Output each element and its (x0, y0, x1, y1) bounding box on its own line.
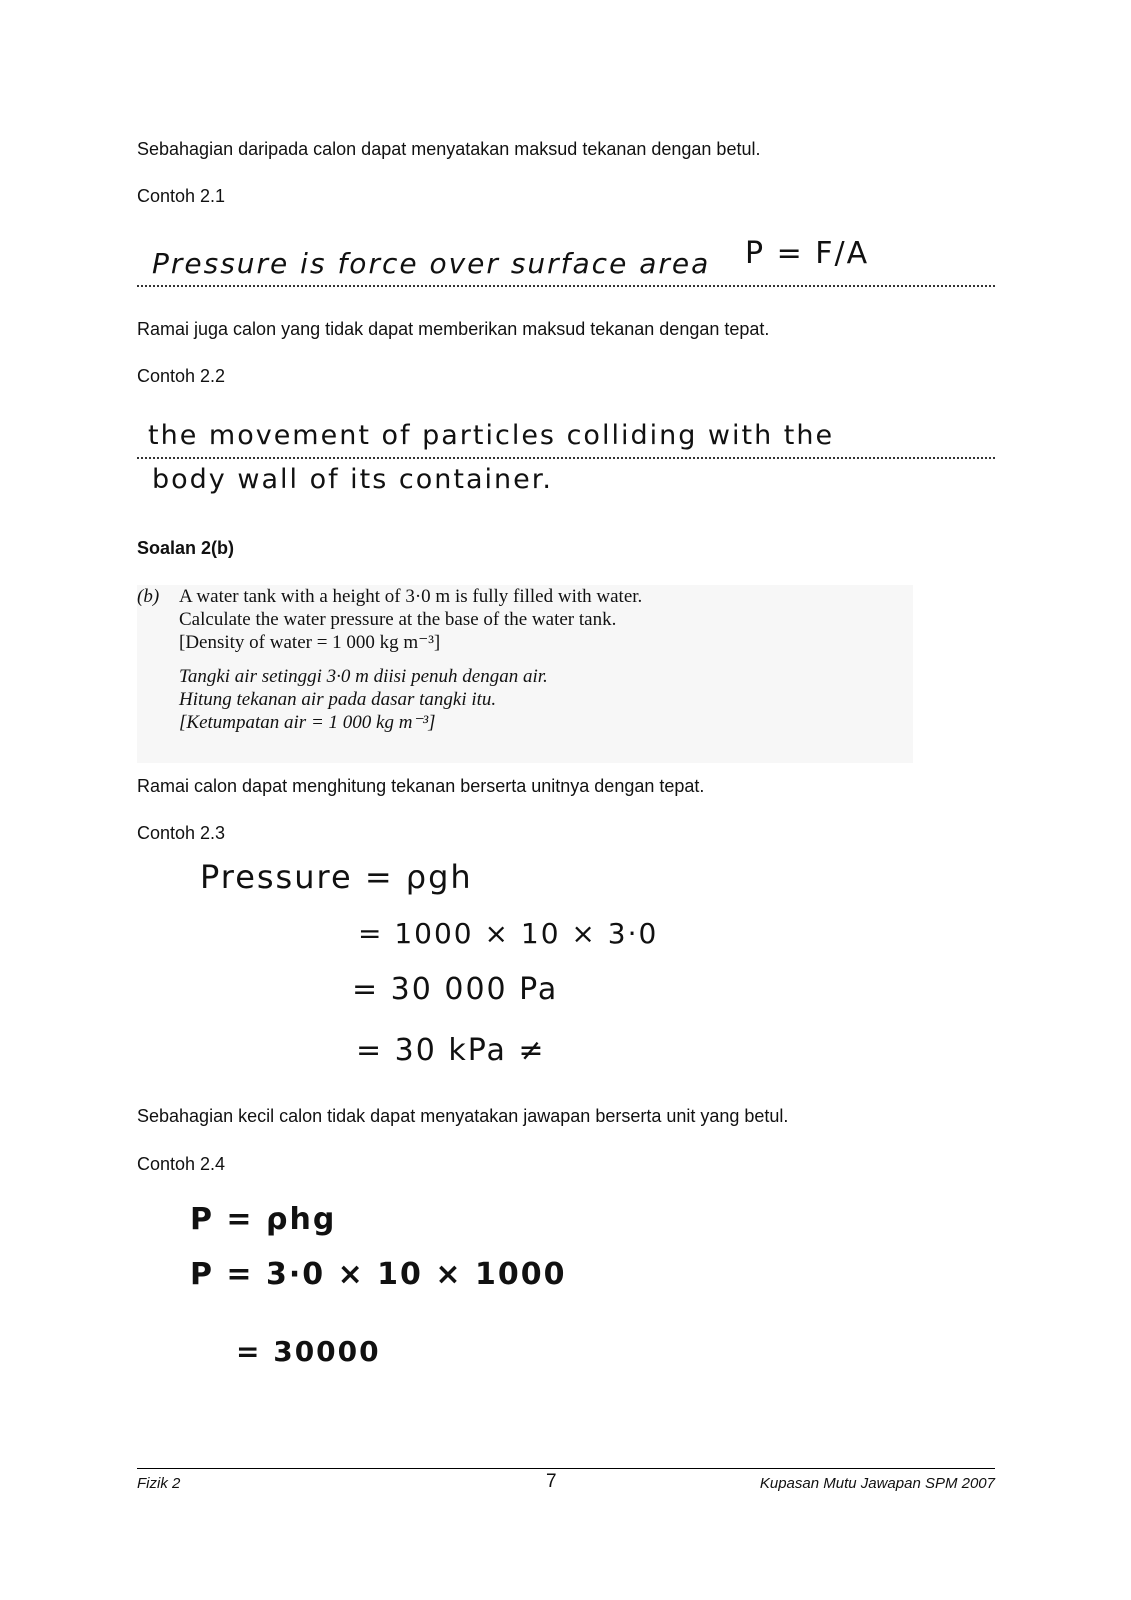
handwritten-calc-2-3-line2: = 1000 × 10 × 3·0 (358, 917, 659, 950)
handwritten-calc-2-3-line4: = 30 kPa ≠ (356, 1033, 546, 1068)
question-label: (b) (137, 586, 160, 607)
question-en-line1: A water tank with a height of 3·0 m is fully filled with water. (179, 586, 643, 607)
handwritten-calc-2-4-line1: P = ρhg (190, 1202, 337, 1237)
page-number: 7 (546, 1471, 557, 1492)
question-ms-line1: Tangki air setinggi 3·0 m diisi penuh dengan air. (179, 666, 548, 687)
example-label-2-3: Contoh 2.3 (137, 823, 226, 843)
question-en-line2: Calculate the water pressure at the base of the water tank. (179, 609, 617, 630)
paragraph-correct-calculation: Ramai calon dapat menghitung tekanan berserta unitnya dengan tepat. (137, 776, 705, 796)
handwritten-calc-2-3-line3: = 30 000 Pa (352, 972, 559, 1007)
footer-title: Kupasan Mutu Jawapan SPM 2007 (759, 1475, 995, 1492)
handwritten-calc-2-4-line2: P = 3·0 × 10 × 1000 (190, 1257, 567, 1292)
example-label-2-2: Contoh 2.2 (137, 366, 226, 386)
question-ms-line2: Hitung tekanan air pada dasar tangki itu. (179, 689, 497, 710)
handwritten-answer-2-1: Pressure is force over surface area (152, 247, 711, 280)
paragraph-incorrect-unit: Sebahagian kecil calon tidak dapat menyatakan jawapan berserta unit yang betul. (137, 1106, 789, 1126)
answer-dotted-line (137, 457, 995, 459)
question-excerpt (137, 585, 913, 763)
handwritten-answer-2-2-line1: the movement of particles colliding with the (148, 420, 835, 451)
paragraph-correct-definition: Sebahagian daripada calon dapat menyatakan maksud tekanan dengan betul. (137, 139, 761, 159)
handwritten-answer-2-2-line2: body wall of its container. (152, 464, 553, 495)
question-en-line3: [Density of water = 1 000 kg m⁻³] (179, 632, 441, 653)
question-ms-line3: [Ketumpatan air = 1 000 kg m⁻³] (179, 712, 436, 733)
footer-subject: Fizik 2 (137, 1475, 181, 1492)
handwritten-calc-2-3-line1: Pressure = ρgh (200, 858, 473, 896)
footer-rule (137, 1468, 995, 1469)
handwritten-calc-2-4-line3: = 30000 (236, 1335, 381, 1368)
paragraph-incorrect-definition: Ramai juga calon yang tidak dapat memberikan maksud tekanan dengan tepat. (137, 319, 770, 339)
example-label-2-1: Contoh 2.1 (137, 186, 226, 206)
answer-dotted-line (137, 285, 995, 287)
handwritten-formula-2-1: P = F/A (745, 236, 870, 271)
question-heading: Soalan 2(b) (137, 538, 235, 558)
example-label-2-4: Contoh 2.4 (137, 1154, 226, 1174)
